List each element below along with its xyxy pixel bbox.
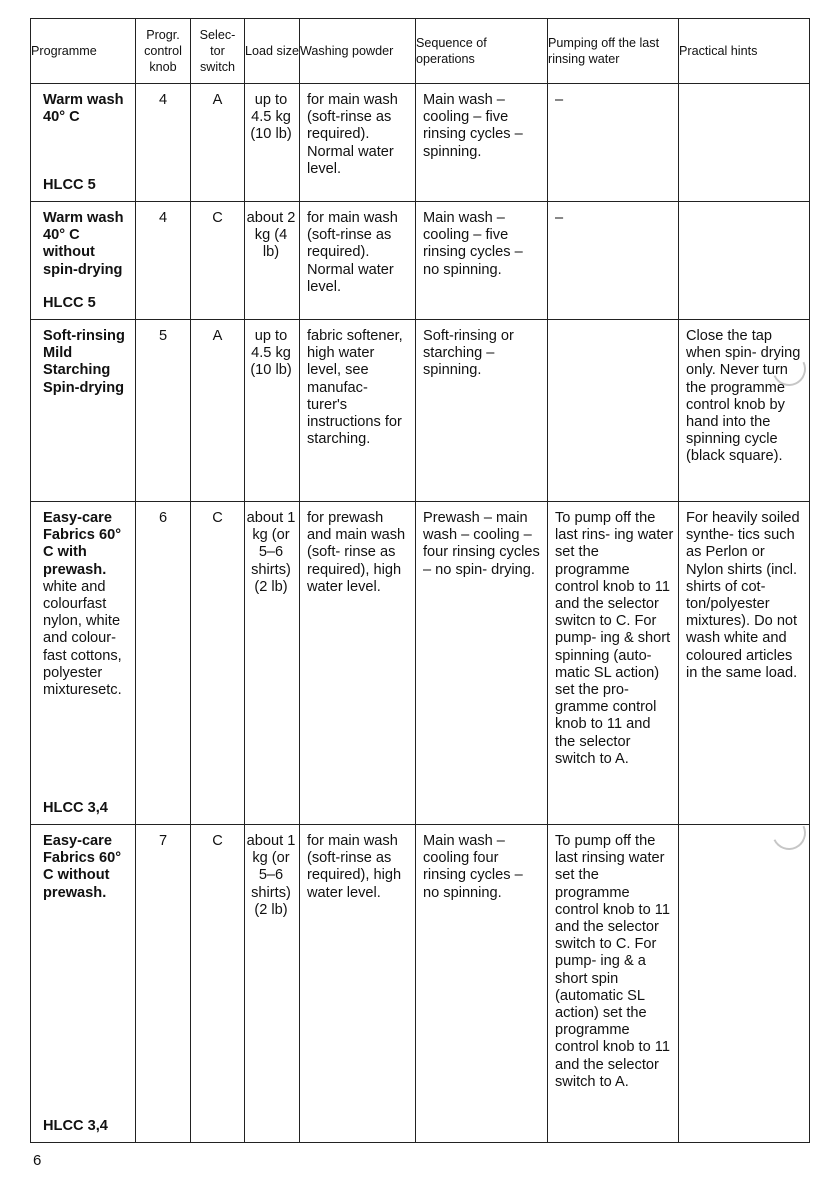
switch-cell xyxy=(191,84,245,202)
switch-value: C xyxy=(212,210,223,226)
programme-name: Warm wash 40° C xyxy=(43,92,124,126)
hints-value: Close the tap when spin- drying only. Never turn the programme control knob by hand into the spinning cycle (black square). xyxy=(686,328,801,465)
switch-value: A xyxy=(212,92,223,108)
hints-cell xyxy=(679,825,810,1143)
switch-value: C xyxy=(212,833,223,849)
sequence-cell xyxy=(416,320,548,502)
hints-cell xyxy=(679,84,810,202)
header-selector-switch: Selec- tor switch xyxy=(191,19,245,84)
knob-value: 4 xyxy=(158,210,168,226)
knob-cell xyxy=(136,320,191,502)
knob-value: 6 xyxy=(158,510,168,526)
knob-value: 7 xyxy=(158,833,168,849)
sequence-value: Main wash – cooling four rinsing cycles – no spinning. xyxy=(423,833,523,901)
sequence-value: Soft-rinsing or starching – spinning. xyxy=(423,328,514,379)
pumping-value xyxy=(548,320,678,328)
sequence-cell xyxy=(416,825,548,1143)
table-row xyxy=(31,320,810,502)
header-programme: Programme xyxy=(31,19,136,84)
switch-value: C xyxy=(212,510,223,526)
switch-cell xyxy=(191,202,245,320)
hints-cell xyxy=(679,320,810,502)
page-number: 6 xyxy=(33,1152,42,1169)
hints-value: For heavily soiled synthe- tics such as Perlon or Nylon shirts (incl. shirts of cot- ton/polyester mixtures). Do not wash white and coloured articles in the same load. xyxy=(686,510,800,681)
powder-cell xyxy=(300,320,416,502)
programme-cell xyxy=(31,84,136,202)
hints-cell xyxy=(679,502,810,825)
header-control-knob: Progr. control knob xyxy=(136,19,191,84)
pumping-cell xyxy=(548,825,679,1143)
programme-code: HLCC 5 xyxy=(43,294,96,311)
header-washing-powder: Washing powder xyxy=(300,19,416,84)
knob-cell xyxy=(136,202,191,320)
programme-name: Easy-care Fabrics 60° C with prewash. xyxy=(43,510,122,578)
switch-value: A xyxy=(212,328,223,344)
header-practical-hints: Practical hints xyxy=(679,19,810,84)
table-row xyxy=(31,202,810,320)
knob-value: 4 xyxy=(158,92,168,108)
powder-value: fabric softener, high water level, see manufac- turer's instructions for starching. xyxy=(307,328,403,448)
knob-cell xyxy=(136,825,191,1143)
sequence-value: Prewash – main wash – cooling – four rinsing cycles – no spin- drying. xyxy=(423,510,540,578)
load-value: about 1 kg (or 5–6 shirts) (2 lb) xyxy=(246,510,296,595)
programme-code: HLCC 3,4 xyxy=(43,1117,108,1134)
load-cell xyxy=(245,320,300,502)
pumping-value: To pump off the last rins- ing water set the programme control knob to 11 and the selector switcn to C. For pump- ing & short spinning (auto- matic SL action) set the pro- gramme control knob to 11 and the selector switch to A. xyxy=(555,510,674,767)
powder-value: for main wash (soft-rinse as required). Normal water level. xyxy=(307,92,398,177)
header-load-size: Load size xyxy=(245,19,300,84)
load-cell xyxy=(245,825,300,1143)
pumping-cell xyxy=(548,84,679,202)
powder-cell xyxy=(300,502,416,825)
switch-cell xyxy=(191,320,245,502)
knob-cell xyxy=(136,502,191,825)
programme-cell xyxy=(31,320,136,502)
programme-cell xyxy=(31,202,136,320)
programme-description: white and colourfast nylon, white and colour- fast cottons, polyester mixturesetc. xyxy=(43,578,122,699)
pumping-cell xyxy=(548,502,679,825)
load-value: up to 4.5 kg (10 lb) xyxy=(250,328,292,379)
load-value: up to 4.5 kg (10 lb) xyxy=(250,92,292,143)
knob-cell xyxy=(136,84,191,202)
switch-cell xyxy=(191,502,245,825)
powder-value: for main wash (soft-rinse as required), high water level. xyxy=(307,833,402,901)
header-row xyxy=(31,19,810,84)
load-cell xyxy=(245,84,300,202)
powder-value: for prewash and main wash (soft- rinse as required), high water level. xyxy=(307,510,406,595)
load-cell xyxy=(245,502,300,825)
powder-value: for main wash (soft-rinse as required). Normal water level. xyxy=(307,210,398,295)
hints-value xyxy=(679,202,809,210)
pumping-value: – xyxy=(555,92,564,108)
programme-name: Easy-care Fabrics 60° C without prewash. xyxy=(43,833,122,901)
powder-cell xyxy=(300,825,416,1143)
load-cell xyxy=(245,202,300,320)
programme-name: Warm wash 40° C without spin-drying xyxy=(43,210,124,278)
programme-cell xyxy=(31,825,136,1143)
switch-cell xyxy=(191,825,245,1143)
pumping-cell xyxy=(548,202,679,320)
programme-code: HLCC 3,4 xyxy=(43,799,108,816)
programme-name: Soft-rinsing Mild Starching Spin-drying xyxy=(43,328,125,396)
programme-table xyxy=(30,18,810,1143)
load-value: about 2 kg (4 lb) xyxy=(246,210,296,261)
table-row xyxy=(31,502,810,825)
sequence-value: Main wash – cooling – five rinsing cycles – spinning. xyxy=(423,92,523,160)
header-pumping-off: Pumping off the last rinsing water xyxy=(548,19,679,84)
sequence-cell xyxy=(416,84,548,202)
knob-value: 5 xyxy=(158,328,168,344)
table-row xyxy=(31,825,810,1143)
pumping-value: To pump off the last rinsing water set the programme control knob to 11 and the selector switch to C. For pump- ing & a short spin (automatic SL action) set the programme control knob to 11 and the selector switch to A. xyxy=(555,833,670,1090)
powder-cell xyxy=(300,84,416,202)
programme-code: HLCC 5 xyxy=(43,176,96,193)
header-sequence: Sequence of operations xyxy=(416,19,548,84)
hints-cell xyxy=(679,202,810,320)
sequence-cell xyxy=(416,502,548,825)
load-value: about 1 kg (or 5–6 shirts) (2 lb) xyxy=(246,833,296,918)
sequence-cell xyxy=(416,202,548,320)
table-row xyxy=(31,84,810,202)
sequence-value: Main wash – cooling – five rinsing cycles – no spinning. xyxy=(423,210,523,278)
pumping-value: – xyxy=(555,210,564,226)
pumping-cell xyxy=(548,320,679,502)
hints-value xyxy=(679,84,809,92)
programme-cell xyxy=(31,502,136,825)
powder-cell xyxy=(300,202,416,320)
